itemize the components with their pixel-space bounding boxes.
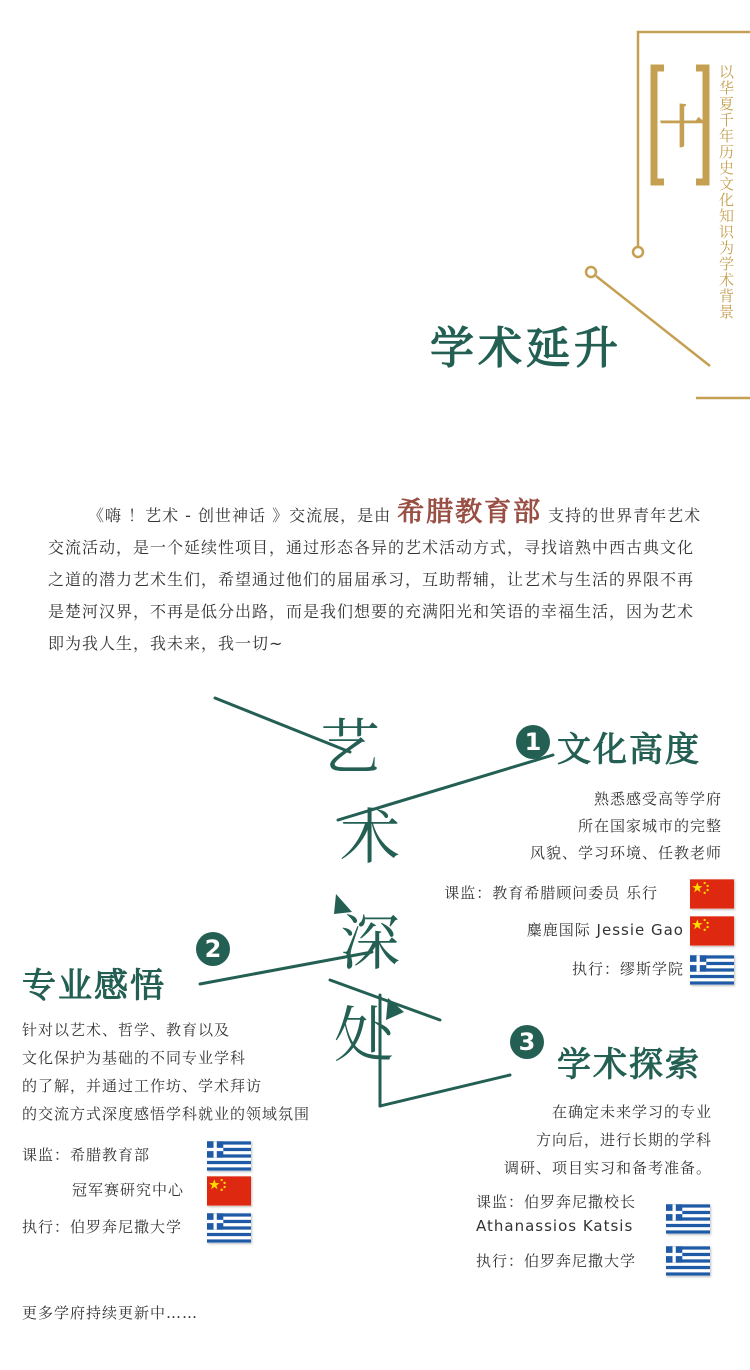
greece-flag-icon <box>207 1213 251 1243</box>
section-1-title: 文化高度 <box>557 730 701 770</box>
section-1-description: 熟悉感受高等学府 所在国家城市的完整 风貌、学习环境、任教老师 <box>529 790 722 862</box>
greece-flag-icon <box>207 1141 251 1171</box>
section-1-number-badge: 1 <box>516 725 550 759</box>
section-title: 学术延升 <box>430 323 622 374</box>
calligraphy-char-2: 术 <box>340 803 400 873</box>
vertical-slogan: 以华夏千年历史文化知识为学术背景 <box>717 64 735 320</box>
section-2-row-1: 课监：希腊教育部 <box>22 1146 151 1164</box>
intro-paragraph <box>48 497 708 660</box>
footer-note: 更多学府持续更新中…… <box>22 1304 199 1322</box>
greece-flag-icon <box>666 1204 710 1234</box>
intro-suffix: 支持的世界青年艺术交流活动，是一个延续性项目，通过形态各异的艺术活动方式，寻找谙熟中西古典文化之道的潜力艺术生们，希望通过他们的届届承习，互助帮辅，让艺术与生活的界限不再是楚河汉界，不再是低分出路，而是我们想要的充满阳光和笑语的幸福生活，因为艺术即为我人生，我未来，我一切~ <box>48 506 702 653</box>
china-flag-icon <box>690 879 734 909</box>
section-3-description: 在确定未来学习的专业 方向后，进行长期的学科 调研、项目实习和备考准备。 <box>503 1103 712 1177</box>
section-2-title: 专业感悟 <box>22 966 166 1006</box>
greece-flag-icon <box>666 1246 710 1276</box>
section-1-row-1: 课监：教育希腊顾问委员 乐行 <box>444 884 658 902</box>
section-2-row-2: 冠军赛研究中心 <box>72 1181 185 1199</box>
calligraphy-char-1: 艺 <box>320 713 380 783</box>
section-3-number-badge: 3 <box>510 1025 544 1059</box>
section-3-row-1-line-2: Athanassios Katsis <box>476 1217 634 1235</box>
section-2-description: 针对以艺术、哲学、教育以及 文化保护为基础的不同专业学科 的了解，并通过工作坊、学术拜访 的交流方式深度感悟学科就业的领域氛围 <box>22 1021 311 1123</box>
section-3-row-2: 执行：伯罗奔尼撒大学 <box>476 1252 637 1270</box>
china-flag-icon <box>207 1176 251 1206</box>
section-3-row-1 <box>476 1190 636 1238</box>
calligraphy-char-3: 深 <box>340 909 400 979</box>
intro-highlight: 希腊教育部 <box>397 497 543 528</box>
section-3-row-1-line-1: 课监：伯罗奔尼撒校长 <box>476 1193 637 1211</box>
section-3-title: 学术探索 <box>557 1045 701 1085</box>
section-2-row-3: 执行：伯罗奔尼撒大学 <box>22 1218 183 1236</box>
section-1-row-3: 执行：缪斯学院 <box>571 960 684 978</box>
greece-flag-icon <box>690 955 734 985</box>
china-flag-icon <box>690 916 734 946</box>
decorative-frame-lines <box>0 0 750 420</box>
calligraphy-char-4: 处 <box>334 1001 394 1071</box>
intro-prefix: 《嗨 ！艺术 - 创世神话 》交流展，是由 <box>88 506 392 525</box>
badge-number: 十 <box>659 100 701 154</box>
section-1-row-2: 麋鹿国际 Jessie Gao <box>526 921 684 939</box>
section-2-number-badge: 2 <box>196 932 230 966</box>
